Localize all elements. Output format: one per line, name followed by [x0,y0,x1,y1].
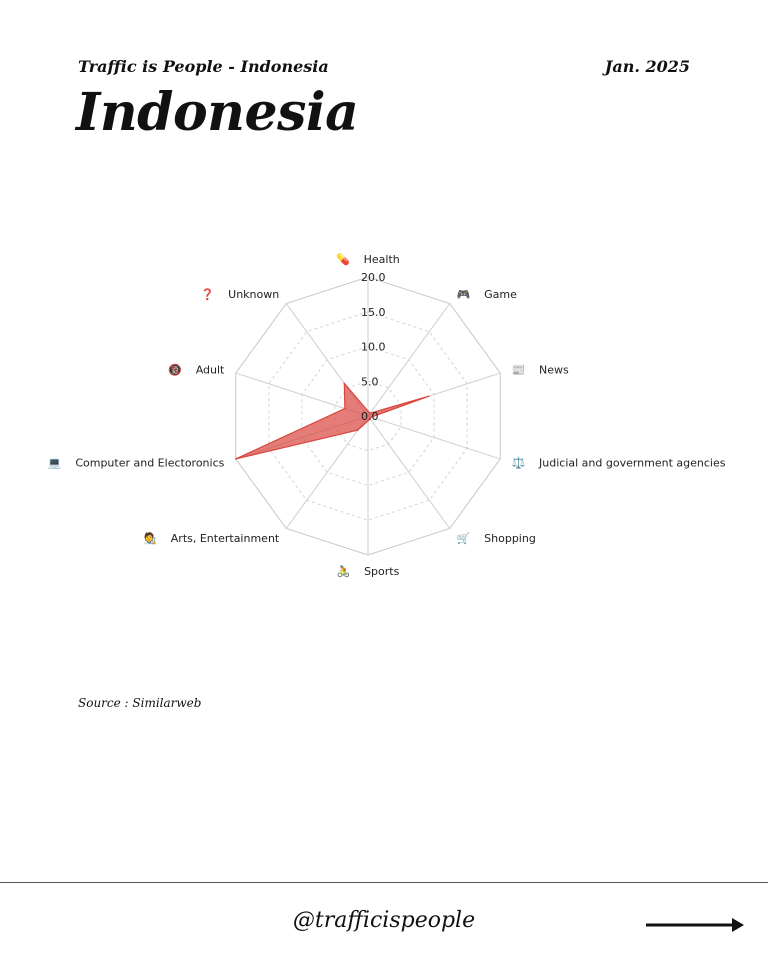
axis-label-text: Unknown [228,287,280,301]
axis-label [336,252,400,266]
pill-icon: 💊 [336,253,364,266]
axis-label [337,565,400,578]
page-title: Indonesia [76,82,359,143]
axis-label [143,531,280,545]
tick-label: 15.0 [361,305,386,319]
newspaper-icon: 📰 [511,363,540,377]
axis-label-text: Adult [195,363,225,377]
series-point [344,383,346,385]
axis-label [457,288,517,301]
grid-spoke [368,416,500,459]
source-note: Source : Similarweb [78,696,202,710]
series-point [344,408,346,410]
question-icon: ❓ [200,287,229,301]
axis-label-text: Judicial and government agencies [539,456,726,470]
tick-label: 5.0 [361,375,379,389]
footer-divider [0,882,768,883]
gamepad-icon: 🎮 [456,287,485,301]
next-arrow-icon[interactable] [646,916,746,934]
axis-label-text: Sports [364,565,400,578]
axis-label-text: Arts, Entertainment [170,532,280,546]
footer-handle: @trafficispeople [292,908,476,933]
scales-icon: ⚖ [511,456,540,470]
radar-ticks [361,271,386,423]
grid-spoke [368,416,450,528]
axis-label-text: Shopping [484,532,536,546]
header-subtitle: Traffic is People - Indonesia [78,57,329,76]
axis-label-text: Health [363,253,400,266]
tick-label: 20.0 [361,271,386,284]
axis-label [168,363,225,376]
header-date: Jan. 2025 [604,57,690,76]
tick-label: 0.0 [361,410,379,423]
axis-label [201,288,279,301]
series-point [235,458,237,460]
axis-label-text: Game [484,287,517,301]
radar-series [235,383,430,460]
laptop-icon: 💻 [47,456,76,470]
cart-icon: 🛒 [456,532,485,546]
axis-label-text: News [539,363,569,377]
series-point [428,395,430,397]
axis-label [512,457,726,470]
series-area [236,383,429,459]
axis-label [48,457,225,470]
bicycle-icon: 🚴 [336,565,365,578]
axis-label-text: Computer and Electoronics [75,456,225,470]
tick-label: 10.0 [361,340,386,354]
radar-chart [0,240,768,600]
series-point [357,429,359,431]
radar-axis-labels [48,252,726,578]
axis-label [457,532,536,545]
adult-18-icon: 🔞 [168,363,196,377]
axis-label [512,363,569,376]
artist-icon: 🧑‍🎨 [143,532,171,546]
grid-spoke [368,304,450,416]
